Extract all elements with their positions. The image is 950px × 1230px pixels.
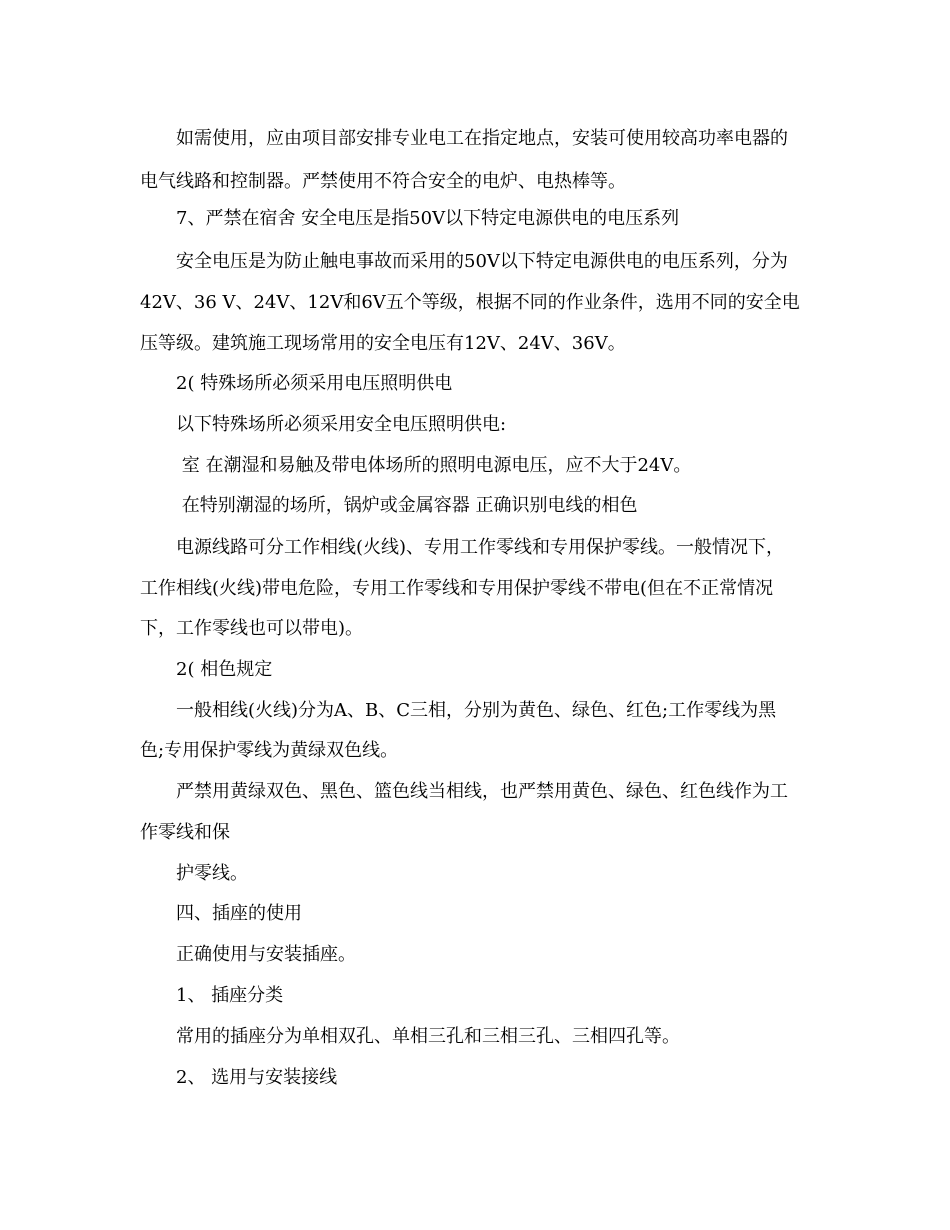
text-line: 如需使用，应由项目部安排专业电工在指定地点，安装可使用较高功率电器的 [140,128,788,149]
text-line: 正确使用与安装插座。 [140,944,356,965]
text-line: 色;专用保护零线为黄绿双色线。 [140,740,399,761]
text-line: 压等级。建筑施工现场常用的安全电压有12V、24V、36V。 [140,333,626,354]
text-line: 四、插座的使用 [140,903,302,924]
text-line: 1、 插座分类 [140,985,284,1006]
text-line: 安全电压是为防止触电事故而采用的50V以下特定电源供电的电压系列，分为 [140,251,788,272]
text-line: 作零线和保 [140,822,230,843]
text-line: 电源线路可分工作相线(火线)、专用工作零线和专用保护零线。一般情况下， [140,537,785,558]
text-line: 42V、36 V、24V、12V和6V五个等级，根据不同的作业条件，选用不同的安全电 [140,292,800,313]
text-line: 严禁用黄绿双色、黑色、篮色线当相线，也严禁用黄色、绿色、红色线作为工 [140,781,788,802]
text-line: 室 在潮湿和易触及带电体场所的照明电源电压，应不大于24V。 [140,455,692,476]
text-line: 下，工作零线也可以带电)。 [140,618,364,639]
text-line: 常用的插座分为单相双孔、单相三孔和三相三孔、三相四孔等。 [140,1026,680,1047]
text-line: 一般相线(火线)分为A、B、C三相，分别为黄色、绿色、红色;工作零线为黑 [140,700,777,721]
text-line: 以下特殊场所必须采用安全电压照明供电: [140,414,507,435]
text-line: 工作相线(火线)带电危险，专用工作零线和专用保护零线不带电(但在不正常情况 [140,578,774,599]
text-line: 在特别潮湿的场所，锅炉或金属容器 正确识别电线的相色 [140,495,638,516]
text-line: 7、严禁在宿舍 安全电压是指50V以下特定电源供电的电压系列 [140,208,680,229]
text-line: 电气线路和控制器。严禁使用不符合安全的电炉、电热棒等。 [140,171,626,192]
text-line: 2、 选用与安装接线 [140,1067,338,1088]
text-line: 2( 相色规定 [140,659,273,680]
text-line: 2( 特殊场所必须采用电压照明供电 [140,373,453,394]
text-line: 护零线。 [140,863,248,884]
